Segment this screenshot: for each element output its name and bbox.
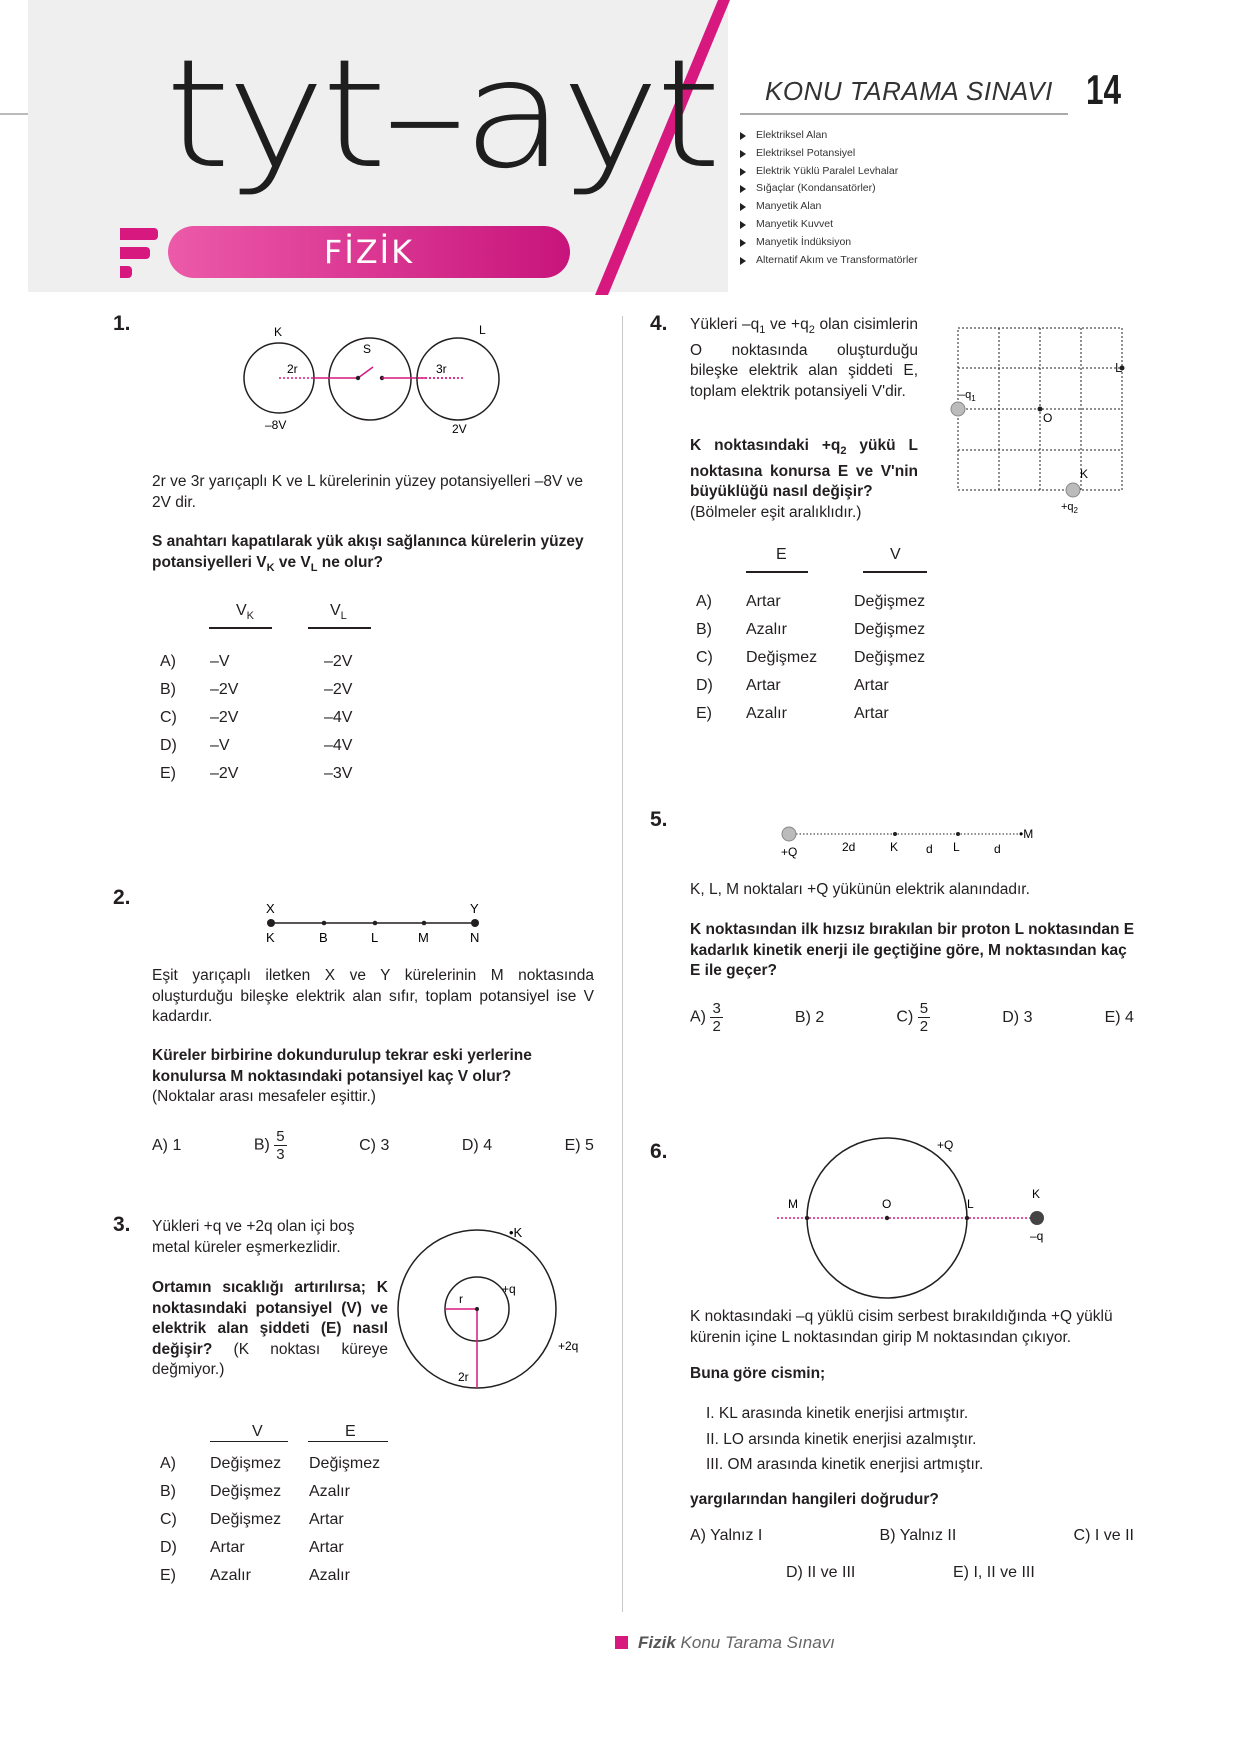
q5-option-e[interactable]: E) 4 xyxy=(1104,1008,1134,1026)
q2-option-a[interactable]: A) 1 xyxy=(152,1136,182,1154)
label-k: K xyxy=(266,930,275,945)
q1-option-b[interactable]: B) –2V –2V xyxy=(160,681,353,698)
topic-item: Manyetik Kuvvet xyxy=(740,216,918,234)
q3-option-b[interactable]: B) Değişmez Azalır xyxy=(160,1483,350,1500)
label-y: Y xyxy=(470,901,479,916)
footer-square-icon xyxy=(615,1636,628,1649)
q3-col-e: E xyxy=(345,1423,356,1440)
topic-item: Manyetik İndüksiyon xyxy=(740,234,918,252)
q3-col-rule xyxy=(308,1441,388,1442)
label-2q: +2q xyxy=(558,1339,579,1353)
q4-option-a[interactable]: A) Artar Değişmez xyxy=(696,593,926,610)
column-divider xyxy=(622,316,623,1612)
q2-option-c[interactable]: C) 3 xyxy=(359,1136,390,1154)
q2-option-b[interactable]: B) $\frac{5}{3}$ xyxy=(253,1128,285,1163)
q4-option-e[interactable]: E) Azalır Artar xyxy=(696,705,889,722)
question-4-grid-figure xyxy=(945,320,1125,520)
label-2r: 2r xyxy=(287,362,298,376)
question-3-prompt: Ortamın sıcaklığı artırılırsa; K noktasındaki potansiyel (V) ve elektrik alan şiddeti (E) nasıl değişir? (K noktası küreye değmiyor.) xyxy=(152,1279,388,1378)
q1-option-a[interactable]: A) –V –2V xyxy=(160,653,353,670)
label-o: O xyxy=(882,1197,892,1211)
exam-title: KONU TARAMA SINAVI xyxy=(765,76,1053,106)
label-d: d xyxy=(994,842,1001,856)
label-b: B xyxy=(319,930,328,945)
question-6-items xyxy=(706,1401,983,1478)
q5-option-d[interactable]: D) 3 xyxy=(1002,1008,1033,1026)
label-l: L xyxy=(953,840,960,854)
question-6-prompt: yargılarından hangileri doğrudur? xyxy=(690,1491,939,1508)
statement-2: II. LO arsında kinetik enerjisi azalmıştır. xyxy=(706,1430,977,1448)
q4-option-c[interactable]: C) Değişmez Değişmez xyxy=(696,649,926,666)
statement-3: III. OM arasında kinetik enerjisi artmıştır. xyxy=(706,1456,984,1473)
subject-pill: FİZİK xyxy=(168,226,570,278)
q3-col-rule xyxy=(210,1441,288,1442)
q6-option-c[interactable]: C) I ve II xyxy=(1073,1527,1134,1544)
topic-item: Manyetik Alan xyxy=(740,198,918,216)
footer-subject: Fizik xyxy=(638,1633,676,1652)
label-minus8v: –8V xyxy=(265,418,287,432)
header-rule-left xyxy=(0,113,28,115)
label-m: M xyxy=(418,930,429,945)
q3-option-e[interactable]: E) Azalır Azalır xyxy=(160,1567,350,1584)
question-5-number: 5. xyxy=(650,808,668,831)
label-l: L xyxy=(1115,360,1123,375)
label-q: +q xyxy=(502,1282,516,1296)
q6-options-row1 xyxy=(690,1527,1134,1545)
q2-options xyxy=(152,1128,594,1163)
q5-option-a[interactable]: A) $\frac{3}{2}$ xyxy=(690,1000,721,1035)
label-q2: $+q_2$ xyxy=(1061,501,1078,515)
label-k: K xyxy=(274,325,283,339)
q5-options xyxy=(690,1000,1134,1035)
label-k: •K xyxy=(509,1225,523,1240)
q6-option-e[interactable]: E) I, II ve III xyxy=(953,1564,1035,1581)
q4-col-rule xyxy=(746,571,808,573)
q1-options xyxy=(160,648,352,788)
label-r: r xyxy=(459,1292,463,1306)
question-3-number: 3. xyxy=(113,1213,131,1236)
question-5-prompt: K noktasından ilk hızsız bırakılan bir proton L noktasından E kadarlık kinetik enerji ile geçtiğine göre, M noktasından kaç E ile geçer? xyxy=(690,921,1135,979)
label-l: L xyxy=(371,930,379,945)
label-3r: 3r xyxy=(436,362,447,376)
question-2-number: 2. xyxy=(113,886,131,909)
question-2-prompt: Küreler birbirine dokundurulup tekrar eski yerlerine konulursa M noktasındaki potansiyel kaç V olur? xyxy=(152,1047,532,1085)
topic-item: Elektriksel Potansiyel xyxy=(740,145,918,163)
topic-item: Elektrik Yüklü Paralel Levhalar xyxy=(740,163,918,181)
question-3-text: Yükleri +q ve +2q olan içi boş metal küreler eşmerkezlidir. xyxy=(152,1218,355,1256)
label-k: K xyxy=(890,840,899,854)
question-2-figure xyxy=(258,900,488,946)
q1-option-d[interactable]: D) –V –4V xyxy=(160,737,353,754)
label-k: K xyxy=(1032,1187,1041,1201)
topic-item: Elektriksel Alan xyxy=(740,127,918,145)
question-4-number: 4. xyxy=(650,312,668,335)
label-d: d xyxy=(926,842,933,856)
question-5-figure xyxy=(775,820,1045,860)
q3-option-a[interactable]: A) Değişmez Değişmez xyxy=(160,1455,381,1472)
question-4-text: Yükleri $-q_1$ ve $+q_2$ olan cisimlerin O noktasında oluşturduğu bileşke elektrik alan şiddeti E, toplam elektrik potansiyeli V'dir. xyxy=(690,316,918,400)
q5-option-c[interactable]: C) $\frac{5}{2}$ xyxy=(896,1000,929,1035)
q1-col-vk: $V_K$ xyxy=(236,602,255,623)
q6-option-d[interactable]: D) II ve III xyxy=(786,1564,856,1581)
label-plus-q: +Q xyxy=(937,1138,954,1152)
q3-col-v: V xyxy=(252,1423,263,1440)
q4-col-rule xyxy=(863,571,927,573)
question-6-lead: Buna göre cismin; xyxy=(690,1365,826,1382)
question-2-note: (Noktalar arası mesafeler eşittir.) xyxy=(152,1088,376,1105)
label-k: K xyxy=(1080,467,1089,481)
question-6-text: K noktasındaki –q yüklü cisim serbest bırakıldığında +Q yüklü kürenin içine L noktasından girip M noktasından çıkıyor. xyxy=(690,1308,1113,1346)
topic-item: Sığaçlar (Kondansatörler) xyxy=(740,180,918,198)
question-1-figure-right xyxy=(415,320,525,440)
q1-option-e[interactable]: E) –2V –3V xyxy=(160,765,353,782)
question-1-prompt: S anahtarı kapatılarak yük akışı sağlanınca kürelerin yüzey potansiyelleri $V_K$ ve $V_L$ ne olur? xyxy=(152,533,584,574)
q4-options xyxy=(696,588,925,728)
topic-list xyxy=(740,127,918,269)
topic-item: Alternatif Akım ve Transformatörler xyxy=(740,252,918,270)
q4-option-d[interactable]: D) Artar Artar xyxy=(696,677,889,694)
sphere-l-outline xyxy=(417,338,499,420)
q2-option-e[interactable]: E) 5 xyxy=(564,1136,594,1154)
footer-title: Konu Tarama Sınavı xyxy=(675,1633,835,1652)
question-1-text: 2r ve 3r yarıçaplı K ve L kürelerinin yüzey potansiyelleri –8V ve 2V dir. xyxy=(152,473,584,511)
statement-1: I. KL arasında kinetik enerjisi artmıştır. xyxy=(706,1405,969,1422)
label-l: L xyxy=(479,323,486,337)
brand-logo: tyt–ayt xyxy=(165,28,718,202)
label-m: M xyxy=(788,1197,798,1211)
brand-f-icon xyxy=(120,228,158,285)
question-5-text: K, L, M noktaları +Q yükünün elektrik alanındadır. xyxy=(690,881,1030,898)
label-q1: $-q_1$ xyxy=(959,389,976,403)
switch-s xyxy=(358,367,373,378)
q3-option-c[interactable]: C) Değişmez Artar xyxy=(160,1511,344,1528)
q6-option-b[interactable]: B) Yalnız II xyxy=(879,1527,957,1544)
label-o: O xyxy=(1043,411,1053,425)
label-m: •M xyxy=(1019,827,1034,841)
footer xyxy=(615,1633,835,1653)
label-minus-q: –q xyxy=(1030,1229,1044,1243)
question-2-text: Eşit yarıçaplı iletken X ve Y kürelerinin M noktasında oluşturduğu bileşke elektrik alan sıfır, toplam potansiyel ise V kadardır. xyxy=(152,967,594,1025)
exam-title-rule xyxy=(740,113,1068,115)
q3-option-d[interactable]: D) Artar Artar xyxy=(160,1539,344,1556)
question-1-number: 1. xyxy=(113,312,131,335)
q1-option-c[interactable]: C) –2V –4V xyxy=(160,709,353,726)
question-3-figure xyxy=(390,1215,590,1405)
label-2d: 2d xyxy=(842,840,856,854)
q4-option-b[interactable]: B) Azalır Değişmez xyxy=(696,621,926,638)
label-x: X xyxy=(266,901,275,916)
question-6-number: 6. xyxy=(650,1140,668,1163)
q4-col-e: E xyxy=(776,546,787,563)
q5-option-b[interactable]: B) 2 xyxy=(794,1008,825,1026)
label-s: S xyxy=(363,342,372,356)
label-2r: 2r xyxy=(458,1370,469,1384)
q4-col-v: V xyxy=(890,546,901,563)
label-plus-q: +Q xyxy=(781,845,798,859)
q1-col-rule xyxy=(308,627,371,629)
page-number: 14 xyxy=(1086,66,1122,113)
label-l: L xyxy=(967,1197,974,1211)
q3-options xyxy=(160,1450,380,1590)
q6-option-a[interactable]: A) Yalnız I xyxy=(690,1527,763,1544)
q2-option-d[interactable]: D) 4 xyxy=(461,1136,493,1154)
label-n: N xyxy=(470,930,480,945)
question-4-prompt: K noktasındaki $+q_2$ yükü L noktasına konursa E ve V'nin büyüklüğü nasıl değişir? (Bölmeler eşit aralıklıdır.) xyxy=(690,437,918,521)
question-6-figure xyxy=(775,1125,1060,1325)
q1-col-vl: $V_L$ xyxy=(330,602,347,623)
q1-col-rule xyxy=(209,627,272,629)
label-2v: 2V xyxy=(452,422,467,436)
